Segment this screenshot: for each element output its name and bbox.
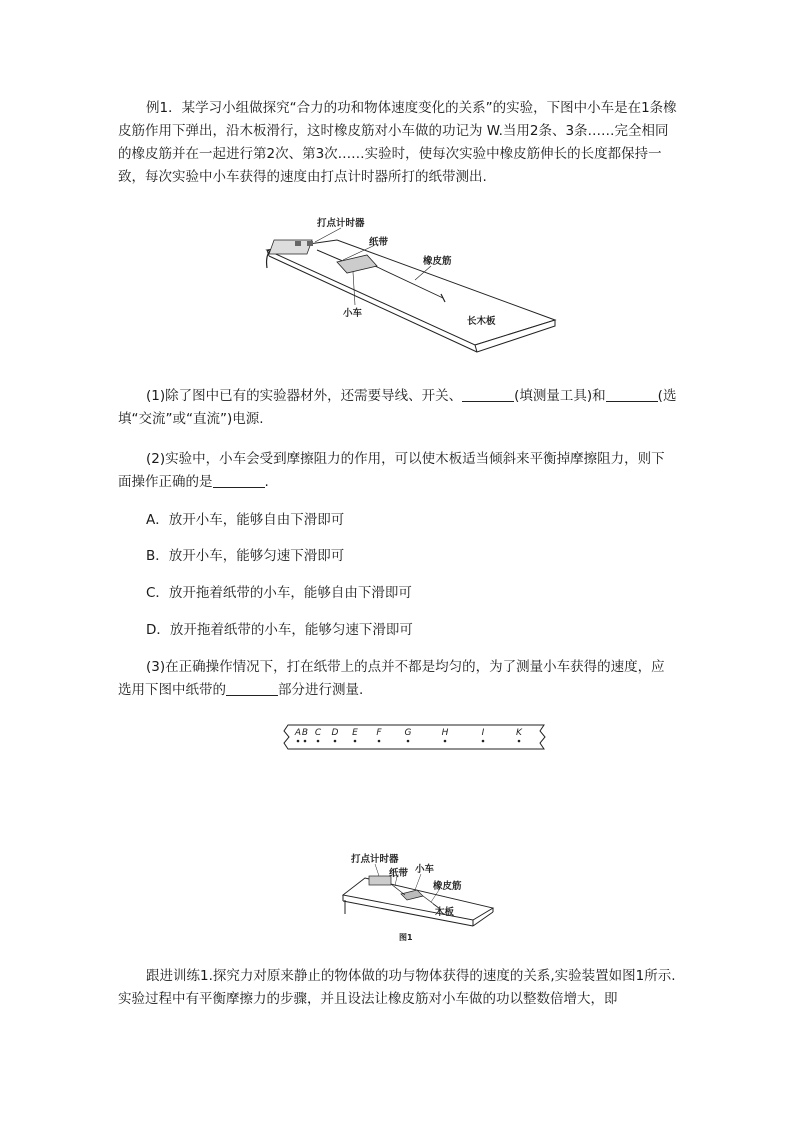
fig1-label-band: 橡皮筋: [423, 256, 452, 267]
question-3: [118, 656, 678, 702]
tape-letter-e: E: [352, 728, 358, 738]
tape-letter-b: B: [301, 728, 309, 738]
fig1-label-board: 长木板: [467, 316, 496, 327]
fig1-label-cart: 小车: [343, 308, 363, 319]
q1-blank-2[interactable]: [606, 387, 658, 402]
question-1: [118, 385, 678, 431]
tape-dot-i: [482, 740, 485, 743]
q1-part-b: (填测量工具)和: [514, 388, 606, 404]
practice-paragraph: [118, 965, 678, 1011]
question-2: [118, 448, 678, 494]
fig2-label-cart: 小车: [415, 864, 435, 875]
tape-dot-f: [378, 740, 381, 743]
paper-tape-figure: [282, 722, 550, 752]
fig2-caption: 图1: [399, 933, 413, 942]
tape-dot-g: [407, 740, 410, 743]
fig2-label-band: 橡皮筋: [433, 881, 462, 892]
q2-end: .: [264, 474, 269, 490]
option-d: D．放开拖着纸带的小车，能够匀速下滑即可: [146, 622, 413, 638]
tape-letter-k: K: [516, 728, 522, 738]
apparatus-figure-2: [335, 850, 505, 945]
q1-part-c: (选填“交流”或“直流”)电源.: [118, 388, 677, 427]
tape-dot-e: [354, 740, 357, 743]
fig2-label-timer: 打点计时器: [351, 854, 399, 865]
apparatus-figure: [255, 210, 565, 360]
tape-letter-i: I: [481, 728, 485, 738]
tape-letter-a: A: [294, 728, 302, 738]
practice-text: 跟进训练1.探究力对原来静止的物体做的功与物体获得的速度的关系,实验装置如图1所示.实验过程中有平衡摩擦力的步骤，并且设法让橡皮筋对小车做的功以整数倍增大，即: [118, 968, 676, 1007]
q1-blank-1[interactable]: [462, 387, 514, 402]
tape-letter-c: C: [314, 728, 322, 738]
q2-text: (2)实验中，小车会受到摩擦阻力的作用，可以使木板适当倾斜来平衡掉摩擦阻力，则下面操作正确的是: [118, 451, 665, 490]
timer-device: [269, 240, 312, 254]
fig2-timer: [369, 876, 391, 885]
q2-blank[interactable]: [213, 473, 265, 488]
q3-blank[interactable]: [226, 681, 278, 696]
tape-letter-f: F: [376, 728, 382, 738]
tape-letter-d: D: [331, 728, 339, 738]
q3-part-b: 部分进行测量.: [278, 682, 364, 698]
q1-part-a: (1)除了图中已有的实验器材外，还需要导线、开关、: [146, 388, 463, 404]
option-b: B．放开小车，能够匀速下滑即可: [146, 548, 345, 564]
example-paragraph: [118, 97, 678, 189]
tape-dot-a: [297, 740, 300, 743]
option-c: C．放开拖着纸带的小车，能够自由下滑即可: [146, 585, 412, 601]
board-top: [267, 240, 555, 345]
fig2-label-tape: 纸带: [389, 868, 409, 879]
tape-dot-k: [518, 740, 521, 743]
fig1-label-tape: 纸带: [369, 237, 389, 248]
tape-dot-h: [444, 740, 447, 743]
tape-dot-d: [334, 740, 337, 743]
q3-part-a: (3)在正确操作情况下，打在纸带上的点并不都是均匀的，为了测量小车获得的速度，应选用下图中纸带的: [118, 659, 665, 698]
fig1-label-timer: 打点计时器: [317, 218, 365, 229]
tape-dot-c: [317, 740, 320, 743]
fig2-board: [343, 878, 493, 920]
tape-dot-b: [304, 740, 307, 743]
option-a: A．放开小车，能够自由下滑即可: [146, 512, 345, 528]
fig2-label-board: 木板: [435, 907, 455, 918]
tape-letter-h: H: [441, 728, 449, 738]
tape-letter-g: G: [404, 728, 412, 738]
example-text: 例1．某学习小组做探究“合力的功和物体速度变化的关系”的实验，下图中小车是在1条橡皮筋作用下弹出，沿木板滑行，这时橡皮筋对小车做的功记为 W.当用2条、3条……完全相同的橡皮筋并在一起进行第2次、第3次……实验时，使每次实验中橡皮筋伸长的长度都保持一致，每次实验中小车获得的速度由打点计时器所打的纸带测出.: [118, 100, 677, 185]
